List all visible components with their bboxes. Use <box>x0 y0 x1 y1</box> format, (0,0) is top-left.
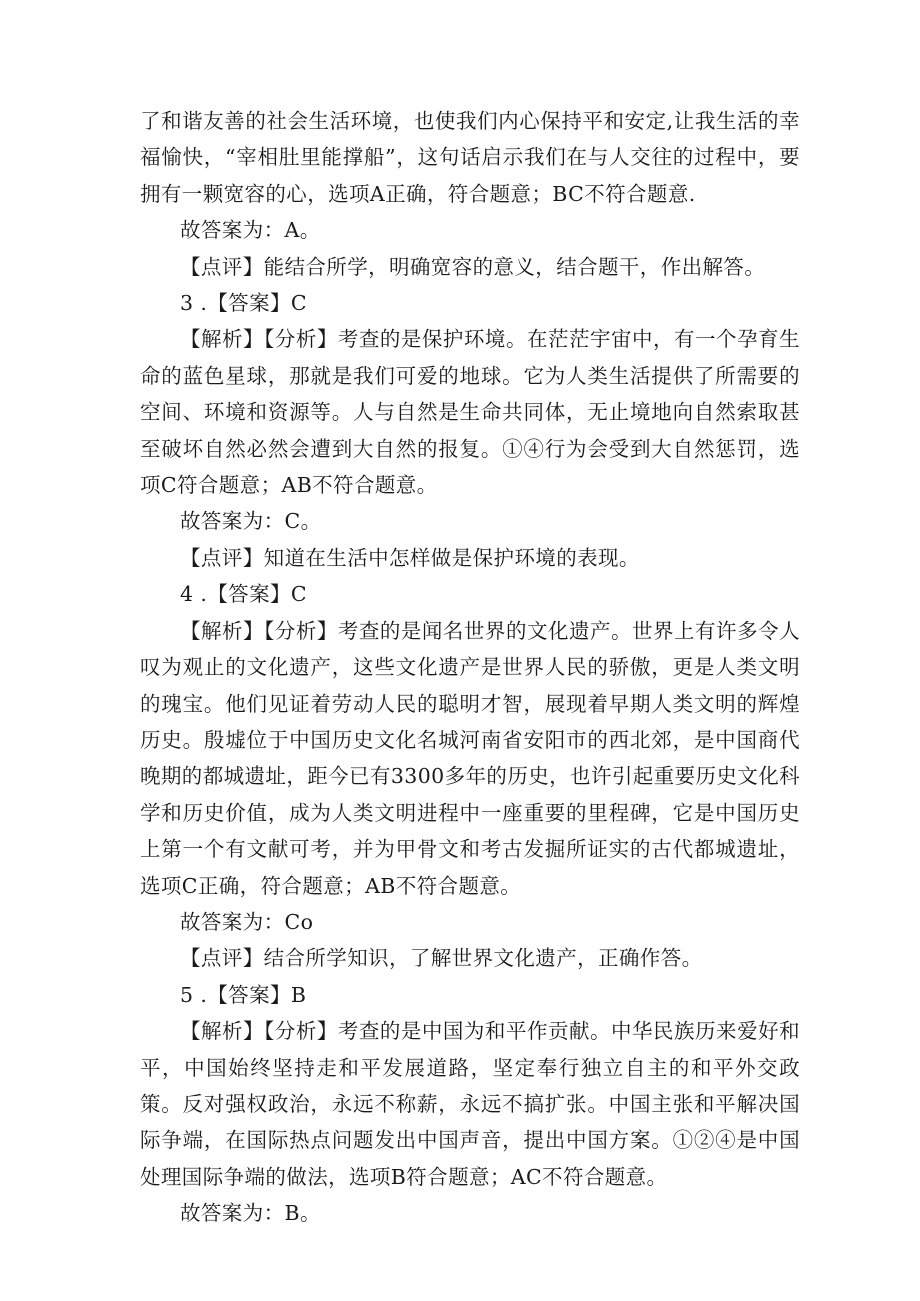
analysis-paragraph: 【解析】【分析】考查的是中国为和平作贡献。中华民族历来爱好和平，中国始终坚持走和平发展道路，坚定奉行独立自主的和平外交政策。反对强权政治，永远不称薪，永远不搞扩张。中国主张和平解决国际争端，在国际热点问题发出中国声音，提出中国方案。①②④是中国处理国际争端的做法，选项B符合题意；AC不符合题意。 <box>140 1019 800 1189</box>
answer-line: 故答案为：Co <box>180 909 314 934</box>
question-answer-heading: 5 .【答案】B <box>180 982 307 1007</box>
review-note: 【点评】知道在生活中怎样做是保护环境的表现。 <box>180 545 640 570</box>
analysis-paragraph: 【解析】【分析】考查的是闻名世界的文化遗产。世界上有许多令人叹为观止的文化遗产，这些文化遗产是世界人民的骄傲，更是人类文明的瑰宝。他们见证着劳动人民的聪明才智，展现着早期人类文明的辉煌历史。殷墟位于中国历史文化名城河南省安阳市的西北郊，是中国商代晚期的都城遗址，距今已有3300多年的历史，也许引起重要历史文化科学和历史价值，成为人类文明进程中一座重要的里程碑，它是中国历史上第一个有文献可考，并为甲骨文和考古发掘所证实的古代都城遗址，选项C正确，符合题意；AB不符合题意。 <box>140 618 800 898</box>
question-answer-heading: 3 .【答案】C <box>180 291 307 316</box>
question-answer-heading: 4 .【答案】C <box>180 582 307 607</box>
analysis-paragraph: 【解析】【分析】考查的是保护环境。在茫茫宇宙中，有一个孕育生命的蓝色星球，那就是我们可爱的地球。它为人类生活提供了所需要的空间、环境和资源等。人与自然是生命共同体，无止境地向自然索取甚至破坏自然必然会遭到大自然的报复。①④行为会受到大自然惩罚，选项C符合题意；AB不符合题意。 <box>140 327 800 498</box>
answer-explanations <box>140 103 800 1232</box>
explanation-continuation: 了和谐友善的社会生活环境，也使我们内心保持平和安定,让我生活的幸福愉快，“宰相肚里能撑船”，这句话启示我们在与人交往的过程中，要拥有一颗宽容的心，选项A正确，符合题意；BC不符合题意. <box>140 109 800 206</box>
answer-line: 故答案为：B。 <box>180 1201 321 1226</box>
answer-line: 故答案为：A。 <box>180 218 321 243</box>
answer-line: 故答案为：C。 <box>180 509 322 534</box>
review-note: 【点评】能结合所学，明确宽容的意义，结合题干，作出解答。 <box>180 254 766 279</box>
review-note: 【点评】结合所学知识，了解世界文化遗产，正确作答。 <box>180 946 703 971</box>
